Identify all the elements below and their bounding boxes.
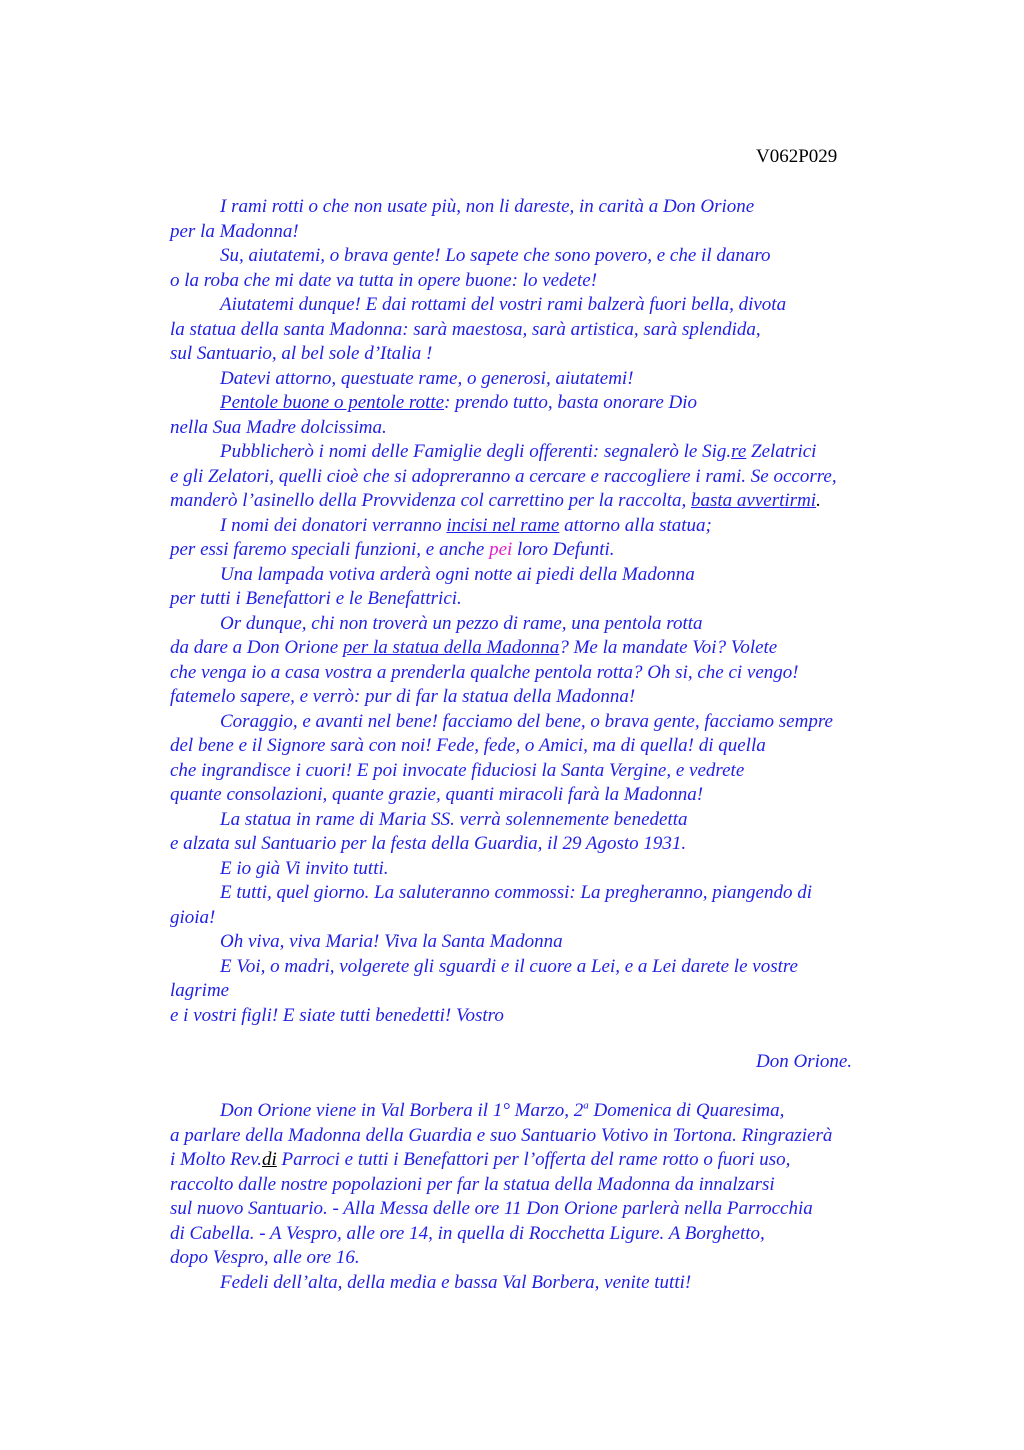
letter-line: Su, aiutatemi, o brava gente! Lo sapete che sono povero, e che il danaro <box>220 245 771 266</box>
letter-line: Datevi attorno, questuate rame, o generosi, aiutatemi! <box>220 367 634 389</box>
letter-line <box>170 514 910 539</box>
document-code: V062P029 <box>756 146 838 167</box>
letter-line: E tutti, quel giorno. La saluteranno commossi: La pregheranno, piangendo di <box>220 882 812 903</box>
letter-line <box>170 489 910 514</box>
text-segment: : prendo tutto, basta onorare Dio <box>444 392 698 413</box>
letter-line: del bene e il Signore sarà con noi! Fede, fede, o Amici, ma di quella! di quella <box>170 735 766 756</box>
text-segment: manderò l’asinello della Provvidenza col carrettino per la raccolta, <box>170 490 691 511</box>
text-segment: I nomi dei donatori verranno <box>220 514 447 536</box>
letter-line <box>170 538 910 563</box>
underlined-abbrev: di <box>261 1149 277 1170</box>
text-segment: per essi faremo speciali funzioni, e anche <box>170 539 490 560</box>
text-segment: ? Me la mandate Voi? Volete <box>559 637 778 658</box>
underlined-phrase: Pentole buone o pentole rotte <box>220 392 445 413</box>
notice-line <box>170 1148 910 1173</box>
notice-line: di Cabella. - A Vespro, alle ore 14, in quella di Rocchetta Ligure. A Borghetto, <box>170 1222 765 1244</box>
letter-line: Aiutatemi dunque! E dai rottami del vostri rami balzerà fuori bella, divota <box>220 294 787 315</box>
letter-line: nella Sua Madre dolcissima. <box>170 416 387 438</box>
letter-line: Una lampada votiva arderà ogni notte ai piedi della Madonna <box>220 563 695 585</box>
underlined-abbrev: re <box>731 441 747 462</box>
text-segment: Don Orione viene in Val Borbera il 1° Marzo, 2 <box>220 1100 584 1121</box>
text-segment: Domenica di Quaresima, <box>588 1100 785 1121</box>
text-segment: loro Defunti. <box>512 539 615 560</box>
letter-line <box>170 636 910 661</box>
notice-line: sul nuovo Santuario. - Alla Messa delle ore 11 Don Orione parlerà nella Parrocchia <box>170 1198 813 1219</box>
letter-line: E io già Vi invito tutti. <box>220 857 389 879</box>
text-segment: Zelatrici <box>746 441 817 462</box>
notice-line: raccolto dalle nostre popolazioni per far la statua della Madonna da innalzarsi <box>170 1173 775 1195</box>
letter-line: Coraggio, e avanti nel bene! facciamo del bene, o brava gente, facciamo sempre <box>220 710 833 732</box>
letter-line: I rami rotti o che non usate più, non li dareste, in carità a Don Orione <box>220 196 755 217</box>
underlined-phrase: per la statua della Madonna <box>342 637 560 658</box>
text-segment: da dare a Don Orione <box>170 637 343 658</box>
highlighted-word: pei <box>489 539 513 560</box>
letter-line: per la Madonna! <box>170 220 299 242</box>
letter-line: fatemelo sapere, e verrò: pur di far la statua della Madonna! <box>170 686 636 707</box>
underlined-phrase: incisi nel rame <box>446 514 560 536</box>
letter-line: o la roba che mi date va tutta in opere buone: lo vedete! <box>170 269 598 291</box>
letter-line: e alzata sul Santuario per la festa della Guardia, il 29 Agosto 1931. <box>170 833 687 854</box>
letter-line: E Voi, o madri, volgerete gli sguardi e il cuore a Lei, e a Lei darete le vostre <box>220 955 798 977</box>
notice-line: dopo Vespro, alle ore 16. <box>170 1247 360 1268</box>
letter-line <box>170 391 910 416</box>
notice-line: Fedeli dell’alta, della media e bassa Val Borbera, venite tutti! <box>220 1271 692 1293</box>
period-mark: . <box>816 490 821 511</box>
letter-line: La statua in rame di Maria SS. verrà solennemente benedetta <box>220 808 688 830</box>
letter-line: sul Santuario, al bel sole d’Italia ! <box>170 343 433 364</box>
letter-line <box>170 440 910 465</box>
ordinal-superscript: a <box>583 1099 589 1112</box>
text-segment: i Molto Rev. <box>170 1149 262 1170</box>
text-segment: Pubblicherò i nomi delle Famiglie degli offerenti: segnalerò le Sig. <box>220 441 732 462</box>
letter-line: la statua della santa Madonna: sarà maestosa, sarà artistica, sarà splendida, <box>170 318 761 340</box>
letter-body <box>170 195 910 1028</box>
letter-line: quante consolazioni, quante grazie, quanti miracoli farà la Madonna! <box>170 784 704 805</box>
text-segment: attorno alla statua; <box>559 514 712 536</box>
letter-line: che venga io a casa vostra a prenderla qualche pentola rotta? Oh si, che ci vengo! <box>170 661 799 683</box>
letter-line: Or dunque, chi non troverà un pezzo di rame, una pentola rotta <box>220 612 703 634</box>
letter-line: gioia! <box>170 906 216 928</box>
notice-line: a parlare della Madonna della Guardia e suo Santuario Votivo in Tortona. Ringrazierà <box>170 1124 833 1146</box>
letter-line: lagrime <box>170 980 230 1001</box>
underlined-phrase: basta avvertirmi <box>691 490 817 511</box>
letter-line: e gli Zelatori, quelli cioè che si adopreranno a cercare e raccogliere i rami. Se occorre, <box>170 465 837 487</box>
signature: Don Orione. <box>756 1051 853 1072</box>
notice-body <box>170 1099 910 1295</box>
letter-line: per tutti i Benefattori e le Benefattrici. <box>170 588 462 609</box>
letter-line: Oh viva, viva Maria! Viva la Santa Madonna <box>220 931 563 952</box>
letter-line: e i vostri figli! E siate tutti benedetti! Vostro <box>170 1004 504 1026</box>
letter-line: che ingrandisce i cuori! E poi invocate fiduciosi la Santa Vergine, e vedrete <box>170 759 745 781</box>
notice-line <box>170 1099 910 1124</box>
text-segment: Parroci e tutti i Benefattori per l’offerta del rame rotto o fuori uso, <box>276 1149 791 1170</box>
